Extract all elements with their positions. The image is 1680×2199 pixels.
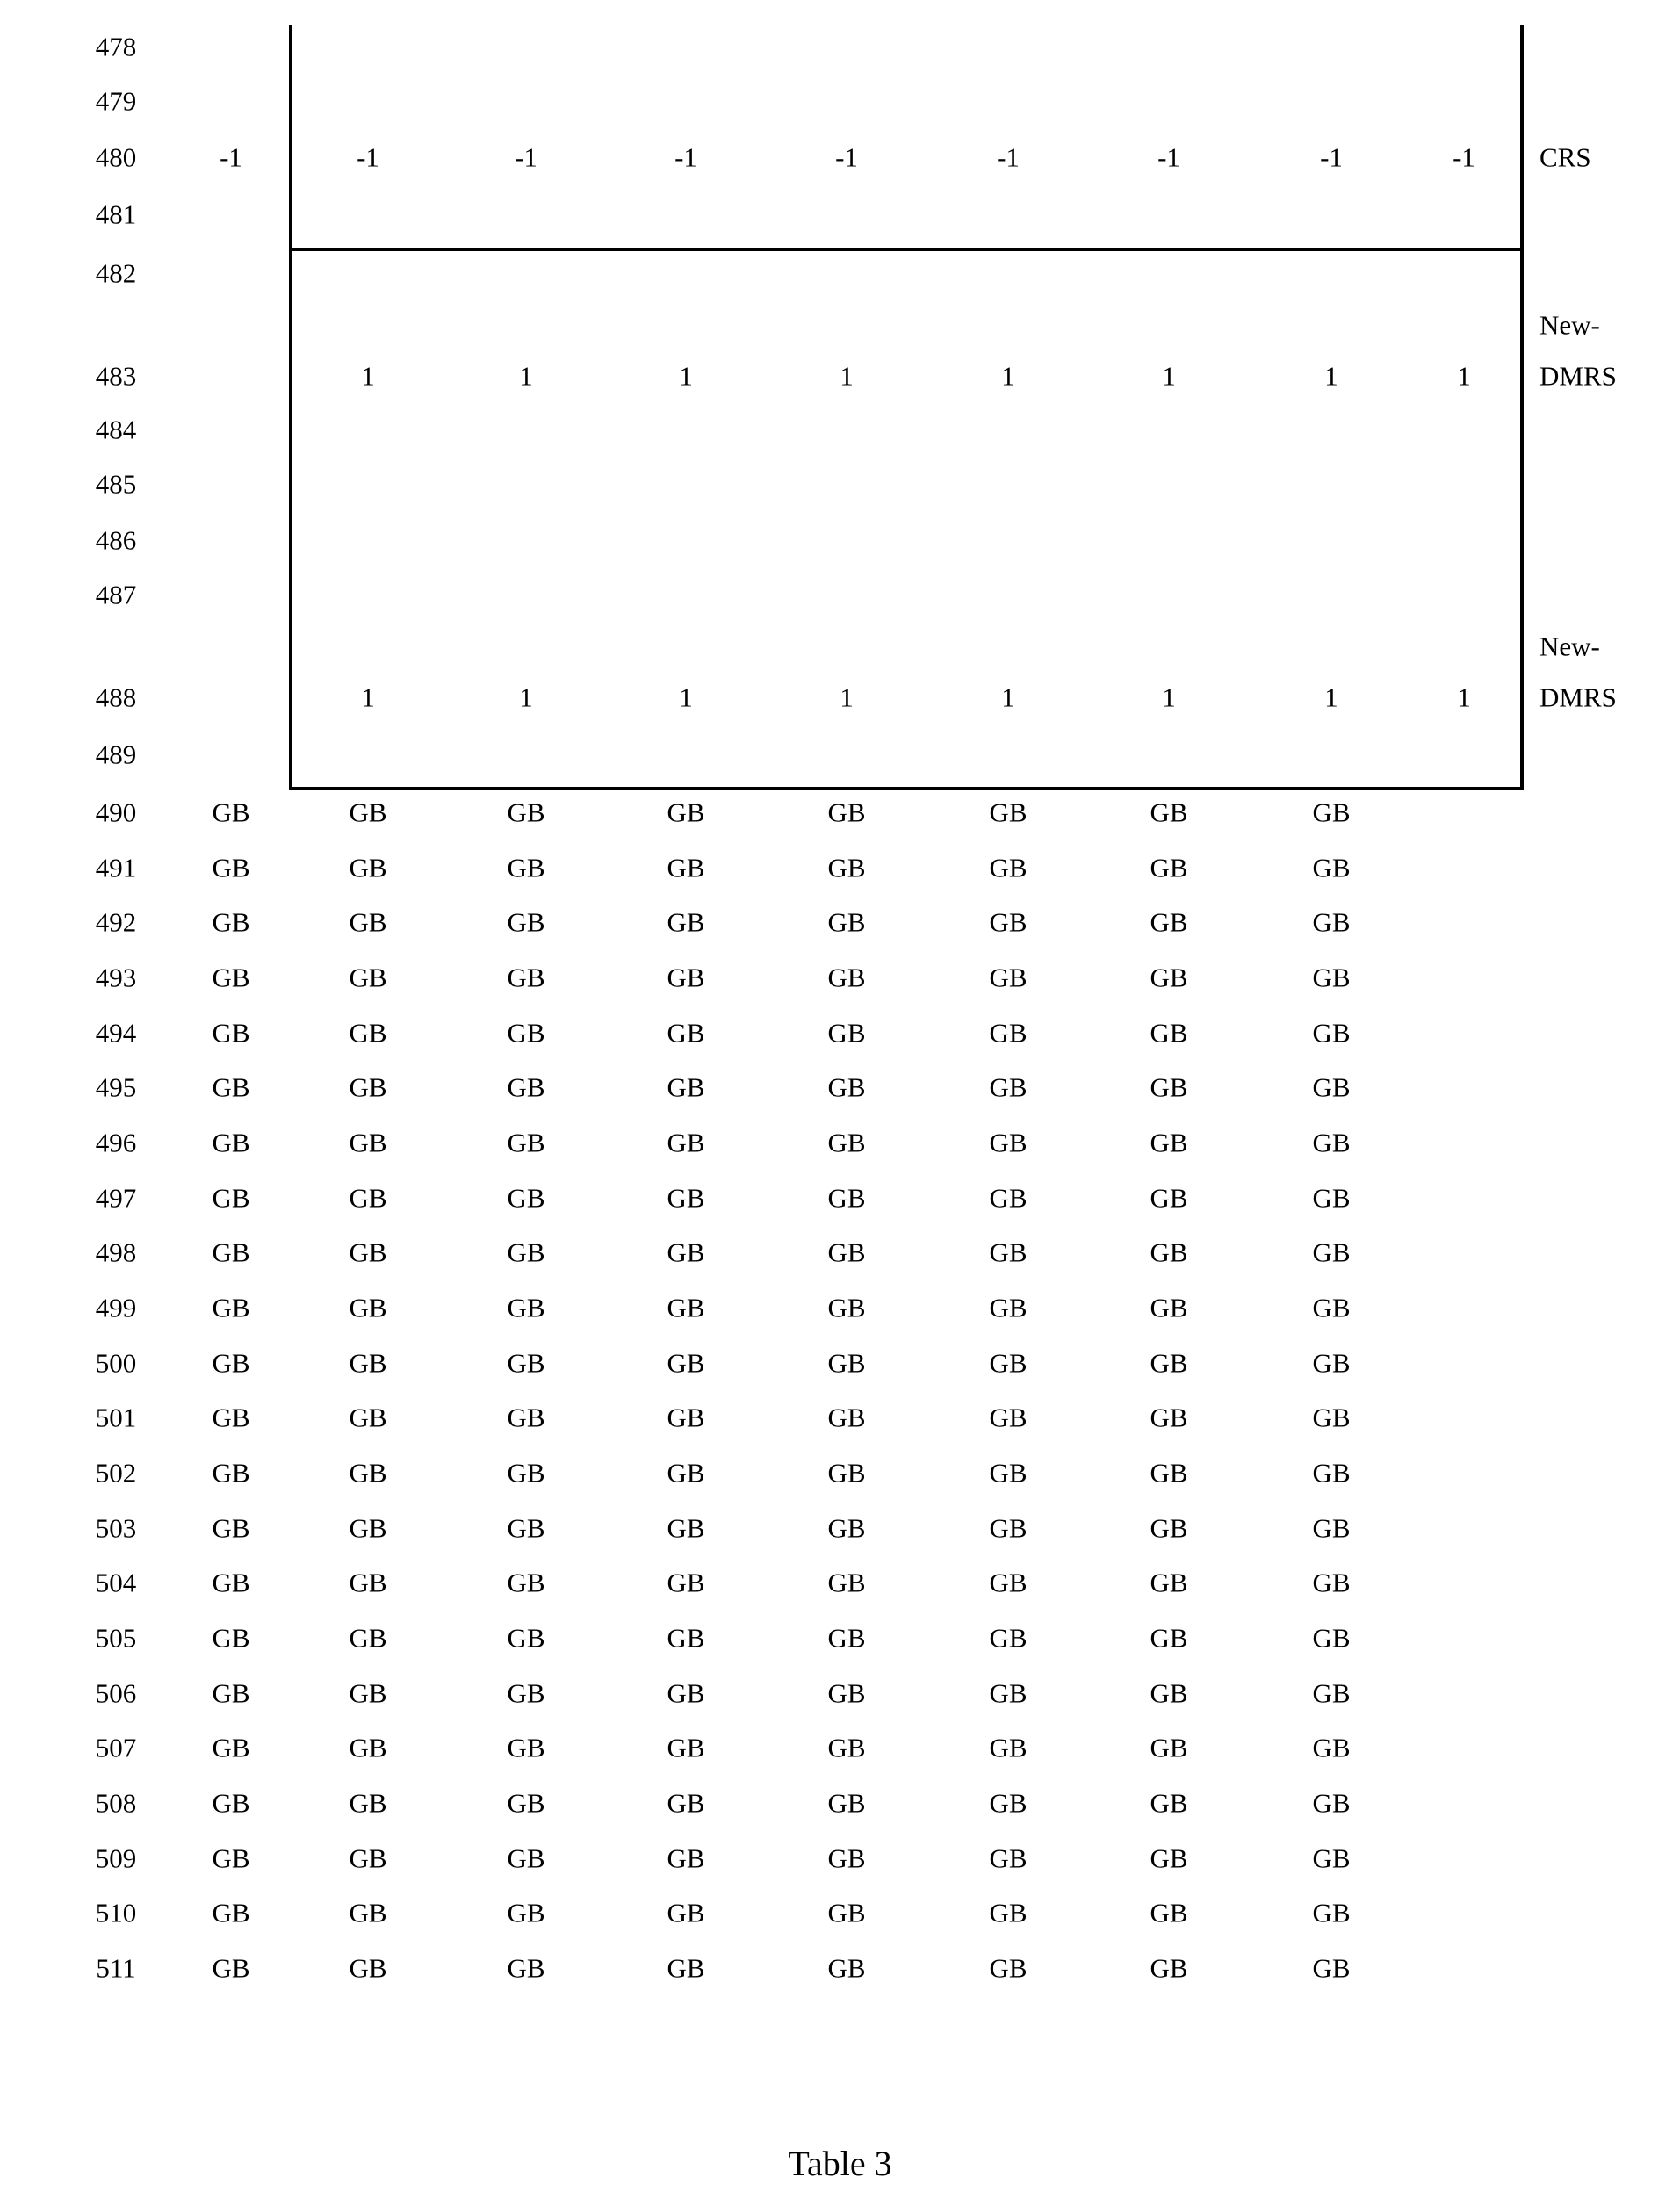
table-cell: GB — [212, 1236, 250, 1268]
table-cell: GB — [507, 797, 545, 828]
row-index: 502 — [95, 1457, 137, 1489]
table-cell: GB — [989, 1457, 1027, 1489]
table-cell: GB — [1312, 1677, 1351, 1709]
row-index: 501 — [95, 1402, 137, 1433]
table-cell: GB — [989, 1512, 1027, 1544]
row-index: 490 — [95, 797, 137, 828]
table-cell: -1 — [357, 141, 379, 173]
table-cell: GB — [507, 1897, 545, 1929]
table-cell: GB — [667, 852, 705, 883]
table-cell: -1 — [1453, 141, 1475, 173]
table-cell: GB — [1312, 1402, 1351, 1433]
table-cell: GB — [1312, 1236, 1351, 1268]
row-index: 500 — [95, 1347, 137, 1379]
table-cell: GB — [989, 1292, 1027, 1323]
table-cell: GB — [1312, 1182, 1351, 1214]
table-cell: GB — [349, 1236, 387, 1268]
table-cell: GB — [1312, 1017, 1351, 1049]
table-cell: GB — [1150, 1236, 1188, 1268]
row-index: 503 — [95, 1512, 137, 1544]
table-cell: GB — [667, 1952, 705, 1984]
table-cell: 1 — [1457, 681, 1471, 713]
table-cell: GB — [1150, 1457, 1188, 1489]
row-index: 481 — [95, 198, 137, 230]
table-cell: GB — [212, 1182, 250, 1214]
table-cell: GB — [349, 1017, 387, 1049]
row-index: 496 — [95, 1127, 137, 1158]
table-cell: GB — [212, 1292, 250, 1323]
table-cell: GB — [989, 1567, 1027, 1598]
box-right-border — [1520, 25, 1524, 790]
table-cell: GB — [349, 1677, 387, 1709]
table-cell: GB — [1150, 1182, 1188, 1214]
table-cell: 1 — [1457, 360, 1471, 392]
table-cell: GB — [1150, 1567, 1188, 1598]
row-index: 507 — [95, 1732, 137, 1763]
table-cell: GB — [507, 1677, 545, 1709]
table-cell: GB — [827, 962, 866, 993]
table-cell: GB — [1312, 1292, 1351, 1323]
table-cell: GB — [827, 797, 866, 828]
row-index: 505 — [95, 1622, 137, 1654]
table-cell: GB — [1150, 1677, 1188, 1709]
row-index: 511 — [96, 1952, 136, 1984]
box-divider-line — [291, 248, 1522, 251]
table-cell: 1 — [519, 681, 533, 713]
table-cell: GB — [507, 906, 545, 938]
table-cell: GB — [1312, 1622, 1351, 1654]
table-cell: GB — [1150, 1127, 1188, 1158]
table-cell: GB — [212, 1512, 250, 1544]
table-cell: 1 — [1162, 360, 1176, 392]
signal-type-label: New- — [1539, 631, 1600, 662]
table-cell: -1 — [1157, 141, 1180, 173]
signal-type-label: DMRS — [1539, 681, 1617, 713]
table-cell: GB — [212, 1567, 250, 1598]
table-cell: GB — [989, 1732, 1027, 1763]
row-index: 508 — [95, 1787, 137, 1819]
table-cell: GB — [212, 1897, 250, 1929]
table-cell: GB — [349, 962, 387, 993]
table-cell: GB — [212, 1017, 250, 1049]
table-cell: GB — [827, 1017, 866, 1049]
table-cell: GB — [1150, 1017, 1188, 1049]
table-cell: GB — [349, 1512, 387, 1544]
table-cell: GB — [827, 1897, 866, 1929]
table-cell: GB — [1312, 797, 1351, 828]
table-cell: GB — [1312, 1567, 1351, 1598]
table-cell: -1 — [1320, 141, 1343, 173]
table-cell: GB — [1150, 1347, 1188, 1379]
table-cell: GB — [667, 1127, 705, 1158]
table-cell: GB — [989, 1622, 1027, 1654]
table-cell: GB — [827, 1292, 866, 1323]
table-cell: GB — [212, 1071, 250, 1103]
table-cell: 1 — [1001, 681, 1015, 713]
table-cell: GB — [827, 1952, 866, 1984]
table-cell: GB — [507, 1732, 545, 1763]
signal-type-label: CRS — [1539, 141, 1591, 173]
table-cell: 1 — [361, 360, 375, 392]
row-index: 493 — [95, 962, 137, 993]
row-index: 509 — [95, 1842, 137, 1874]
table-cell: GB — [507, 1017, 545, 1049]
table-cell: GB — [1150, 797, 1188, 828]
table-cell: GB — [349, 1842, 387, 1874]
table-cell: GB — [1312, 1787, 1351, 1819]
row-index: 486 — [95, 524, 137, 556]
signal-type-label: New- — [1539, 309, 1600, 341]
row-index: 480 — [95, 141, 137, 173]
table-cell: 1 — [1162, 681, 1176, 713]
table-cell: GB — [989, 1236, 1027, 1268]
table-cell: GB — [349, 1402, 387, 1433]
table-cell: GB — [1312, 1071, 1351, 1103]
table-cell: GB — [989, 962, 1027, 993]
table-cell: GB — [349, 1732, 387, 1763]
table-cell: GB — [989, 1182, 1027, 1214]
table-cell: GB — [1150, 1787, 1188, 1819]
table-cell: GB — [349, 1127, 387, 1158]
table-cell: GB — [827, 852, 866, 883]
row-index: 482 — [95, 257, 137, 289]
table-cell: GB — [507, 852, 545, 883]
table-cell: GB — [1312, 1842, 1351, 1874]
table-cell: -1 — [835, 141, 858, 173]
table-cell: GB — [507, 1292, 545, 1323]
table-cell: GB — [827, 1567, 866, 1598]
table-cell: GB — [989, 1017, 1027, 1049]
table-cell: GB — [667, 1402, 705, 1433]
table-cell: GB — [989, 1402, 1027, 1433]
table-cell: GB — [507, 1127, 545, 1158]
table-cell: GB — [667, 1732, 705, 1763]
row-index: 487 — [95, 579, 137, 610]
table-cell: GB — [827, 1457, 866, 1489]
table-cell: GB — [212, 1842, 250, 1874]
table-cell: GB — [507, 1952, 545, 1984]
table-cell: GB — [989, 906, 1027, 938]
table-cell: GB — [507, 962, 545, 993]
table-cell: GB — [507, 1842, 545, 1874]
table-cell: GB — [827, 1677, 866, 1709]
table-cell: GB — [212, 1952, 250, 1984]
table-cell: 1 — [1324, 360, 1338, 392]
table-cell: GB — [1150, 1622, 1188, 1654]
table-cell: GB — [667, 906, 705, 938]
table-cell: GB — [1312, 1512, 1351, 1544]
table-cell: GB — [667, 1236, 705, 1268]
table-cell: GB — [667, 1567, 705, 1598]
table-cell: GB — [667, 1292, 705, 1323]
row-index: 492 — [95, 906, 137, 938]
table-cell: GB — [827, 1071, 866, 1103]
table-cell: 1 — [1324, 681, 1338, 713]
table-cell: GB — [212, 1402, 250, 1433]
table-cell: GB — [349, 1787, 387, 1819]
table-cell: GB — [212, 1347, 250, 1379]
table-cell: GB — [667, 1347, 705, 1379]
table-cell: GB — [667, 1071, 705, 1103]
table-cell: GB — [1312, 1457, 1351, 1489]
table-cell: GB — [212, 1677, 250, 1709]
table-cell: GB — [349, 1182, 387, 1214]
row-index: 488 — [95, 681, 137, 713]
row-index: 498 — [95, 1236, 137, 1268]
table-cell: GB — [507, 1347, 545, 1379]
table-cell: GB — [349, 1457, 387, 1489]
table-cell: GB — [1150, 1071, 1188, 1103]
signal-type-label: DMRS — [1539, 360, 1617, 392]
table-cell: GB — [989, 1787, 1027, 1819]
table-cell: GB — [1150, 1732, 1188, 1763]
row-index: 494 — [95, 1017, 137, 1049]
table-cell: GB — [1312, 1952, 1351, 1984]
table-cell: GB — [349, 797, 387, 828]
table-cell: GB — [1312, 1127, 1351, 1158]
table-cell: GB — [1150, 962, 1188, 993]
table-cell: GB — [667, 1622, 705, 1654]
table-cell: GB — [1150, 906, 1188, 938]
table-cell: GB — [349, 1952, 387, 1984]
table-cell: GB — [212, 797, 250, 828]
table-cell: GB — [1150, 1897, 1188, 1929]
table-cell: GB — [212, 852, 250, 883]
table-cell: GB — [507, 1512, 545, 1544]
table-cell: GB — [989, 1071, 1027, 1103]
row-index: 495 — [95, 1071, 137, 1103]
row-index: 489 — [95, 739, 137, 770]
table-cell: 1 — [679, 681, 693, 713]
table-cell: GB — [507, 1622, 545, 1654]
table-cell: GB — [667, 1512, 705, 1544]
table-cell: GB — [1312, 962, 1351, 993]
table-cell: GB — [349, 1347, 387, 1379]
row-index: 479 — [95, 85, 137, 117]
box-left-border — [289, 25, 292, 789]
table-cell: GB — [507, 1457, 545, 1489]
table-cell: GB — [1150, 1952, 1188, 1984]
table-cell: GB — [1312, 1732, 1351, 1763]
table-cell: GB — [827, 1236, 866, 1268]
table-cell: GB — [667, 1182, 705, 1214]
table-cell: GB — [1150, 1512, 1188, 1544]
table-cell: 1 — [361, 681, 375, 713]
table-cell: GB — [667, 1787, 705, 1819]
table-cell: GB — [349, 906, 387, 938]
table-cell: GB — [989, 1842, 1027, 1874]
table-cell: GB — [989, 1127, 1027, 1158]
table-cell: GB — [989, 1677, 1027, 1709]
table-cell: GB — [989, 852, 1027, 883]
table-cell: GB — [349, 1622, 387, 1654]
table-cell: GB — [507, 1071, 545, 1103]
table-cell: GB — [667, 1457, 705, 1489]
table-cell: GB — [827, 1402, 866, 1433]
table-cell: GB — [507, 1567, 545, 1598]
table-cell: GB — [212, 962, 250, 993]
table-cell: GB — [827, 1512, 866, 1544]
table-cell: -1 — [220, 141, 242, 173]
table-cell: GB — [507, 1236, 545, 1268]
table-cell: 1 — [840, 360, 854, 392]
table-caption: Table 3 — [788, 2144, 892, 2183]
table-cell: GB — [212, 1127, 250, 1158]
table-cell: GB — [349, 1897, 387, 1929]
table-cell: GB — [827, 1842, 866, 1874]
table-cell: GB — [827, 1182, 866, 1214]
table-cell: GB — [212, 1787, 250, 1819]
table-cell: GB — [667, 797, 705, 828]
table-cell: GB — [507, 1402, 545, 1433]
table-cell: GB — [667, 1842, 705, 1874]
table-cell: GB — [667, 1017, 705, 1049]
row-index: 510 — [95, 1897, 137, 1929]
table-cell: GB — [349, 1567, 387, 1598]
table-cell: GB — [827, 906, 866, 938]
table-cell: GB — [1312, 1897, 1351, 1929]
row-index: 491 — [95, 852, 137, 883]
table-cell: GB — [989, 1347, 1027, 1379]
table-cell: GB — [349, 1292, 387, 1323]
table-cell: 1 — [1001, 360, 1015, 392]
table-cell: GB — [1312, 906, 1351, 938]
table-cell: GB — [212, 1732, 250, 1763]
row-index: 499 — [95, 1292, 137, 1323]
table-cell: GB — [349, 852, 387, 883]
table-cell: GB — [1150, 1402, 1188, 1433]
table-cell: GB — [1150, 852, 1188, 883]
box-bottom-border — [289, 787, 1524, 790]
table-cell: GB — [989, 797, 1027, 828]
table-cell: GB — [507, 1787, 545, 1819]
table-cell: GB — [827, 1732, 866, 1763]
row-index: 483 — [95, 360, 137, 392]
table-cell: GB — [212, 906, 250, 938]
table-cell: 1 — [679, 360, 693, 392]
row-index: 504 — [95, 1567, 137, 1598]
table-cell: GB — [667, 962, 705, 993]
table-cell: GB — [1312, 1347, 1351, 1379]
table-cell: GB — [827, 1787, 866, 1819]
table-cell: GB — [827, 1347, 866, 1379]
table-cell: GB — [989, 1897, 1027, 1929]
table-cell: GB — [989, 1952, 1027, 1984]
table-cell: GB — [1150, 1842, 1188, 1874]
table-cell: GB — [827, 1622, 866, 1654]
table-cell: GB — [349, 1071, 387, 1103]
table-cell: 1 — [519, 360, 533, 392]
table-cell: GB — [827, 1127, 866, 1158]
table-cell: -1 — [997, 141, 1020, 173]
table-cell: -1 — [515, 141, 537, 173]
row-index: 497 — [95, 1182, 137, 1214]
table-cell: GB — [212, 1622, 250, 1654]
table-cell: GB — [212, 1457, 250, 1489]
table-cell: GB — [507, 1182, 545, 1214]
row-index: 506 — [95, 1677, 137, 1709]
row-index: 478 — [95, 31, 137, 62]
table-cell: GB — [667, 1677, 705, 1709]
table-cell: 1 — [840, 681, 854, 713]
table-cell: GB — [667, 1897, 705, 1929]
table-cell: GB — [1312, 852, 1351, 883]
row-index: 485 — [95, 468, 137, 500]
table-cell: -1 — [674, 141, 697, 173]
table-cell: GB — [1150, 1292, 1188, 1323]
row-index: 484 — [95, 414, 137, 445]
